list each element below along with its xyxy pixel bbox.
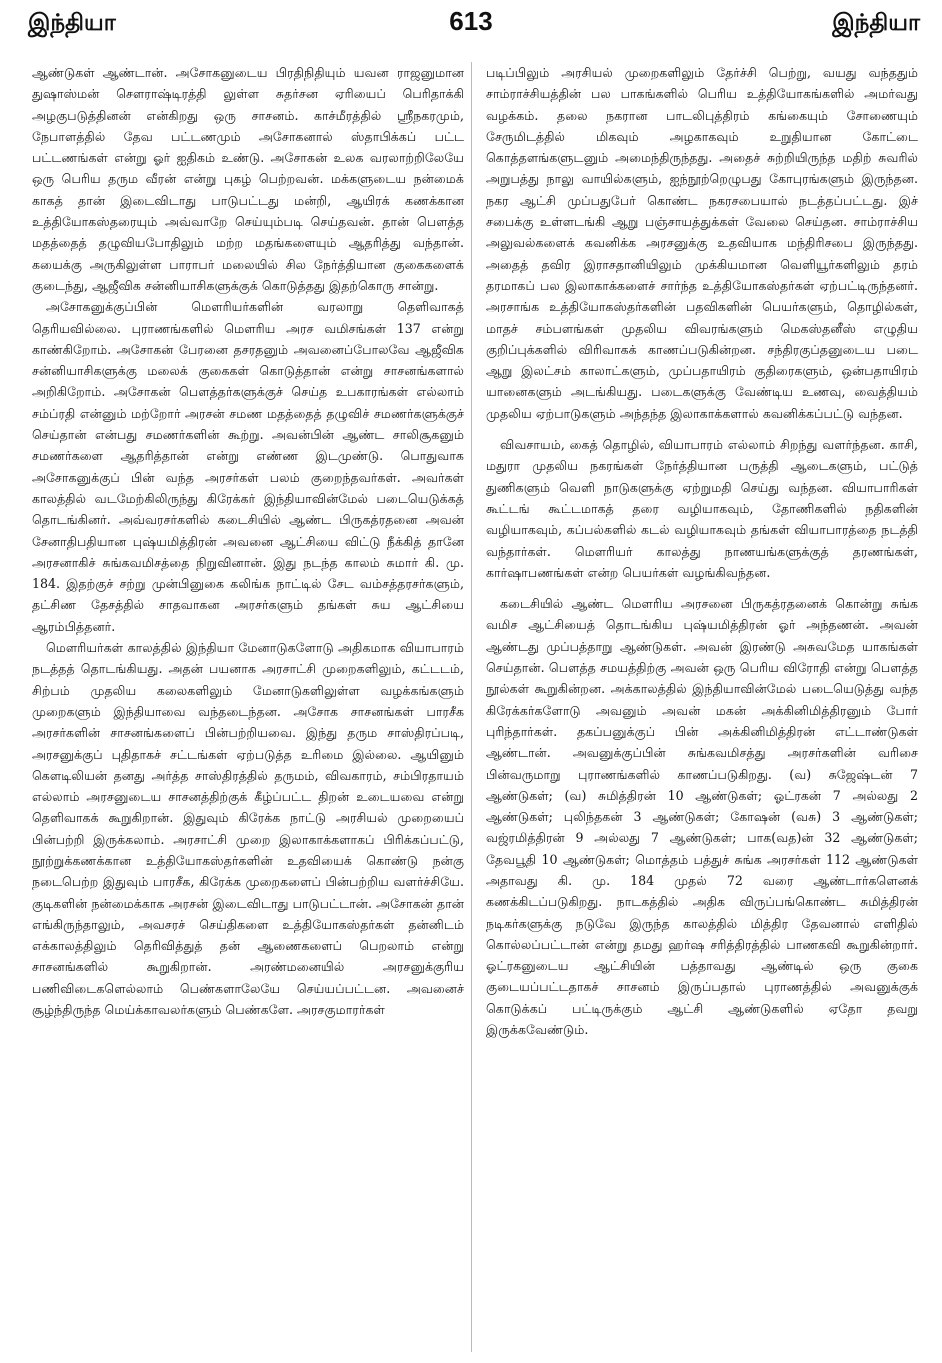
paragraph: விவசாயம், கைத் தொழில், வியாபாரம் எல்லாம் சிறந்து வளர்ந்தன. காசி, மதுரா முதலிய நகரங்கள் நேர்த்தியான பருத்தி ஆடைகளும், பட்டுத் துணிகளும் வெளி நாடுகளுக்கு ஏற்றுமதி செய்து வந்தன. வியாபாரிகள் கூட்டங் கூட்டமாகத் தரை வழியாகவும், தோணிகளில் நதிகளின் வழியாகவும், கப்பல்களில் கடல் வழியாகவும் தங்கள் வியாபாரத்தை நடத்தி வந்தார்கள். மௌரியர் காலத்து நாணயங்களுக்குத் தரணங்கள், கார்ஷாபணங்கள் என்ற பெயர்கள் வழங்கிவந்தன. (486, 437, 918, 580)
right-column (486, 62, 918, 1040)
page-number: 613 (449, 6, 493, 36)
paragraph: படிப்பிலும் அரசியல் முறைகளிலும் தேர்ச்சி பெற்று, வயது வந்ததும் சாம்ராச்சியத்தின் பல பாகங்களில் பெரிய உத்தியோகங்களில் அமர்வது வழக்கம். தலை நகரான பாடலிபுத்திரம் கங்கையும் சோணையும் சேருமிடத்தில் மிகவும் அழகாகவும் உறுதியான கோட்டை கொத்தளங்களுடனும் அமைந்திருந்தது. அதைச் சுற்றியிருந்த மதிற் சுவரில் அறுபத்து நாலு வாயில்களும், ஐந்நூற்றெழுபது கோபுரங்களும் இருந்தன. நகர ஆட்சி முப்பதுபேர் கொண்ட நகரசபையால் நடத்தப்பட்டது. இச் சபைக்கு உள்ளடங்கி ஆறு பஞ்சாயத்துக்கள் வேலை செய்தன. சாம்ராச்சிய அலுவல்களைக் கவனிக்க அரசனுக்கு உதவியாக மந்திரிசபை இருந்தது. அதைத் தவிர இராசதானியிலும் முக்கியமான வெளியூர்களிலும் தரம் தரமாகப் பல இலாகாக்களைச் சார்ந்த உத்தியோகஸ்தர்கள் ஏற்பட்டிருந்தனர். அரசாங்க உத்தியோகஸ்தர்களின் பதவிகளின் பெயர்களும், தொழில்கள், மாதச் சம்பளங்கள் முதலிய விவரங்களும் மெகஸ்தனீஸ் எழுதிய குறிப்புக்களில் விரிவாகக் காணப்படுகின்றன. சந்திரகுப்தனுடைய படை ஆறு இலட்சம் காலாட்களும், முப்பதாயிரம் குதிரைகளும், ஒன்பதாயிரம் யானைகளும் அடங்கியது. படைகளுக்கு வேண்டிய உணவு, வைத்தியம் முதலிய ஏற்பாடுகளும் அந்தந்த இலாகாக்களால் கவனிக்கப்பட்டு வந்தன. (486, 65, 918, 421)
page-header (0, 0, 942, 44)
paragraph: மௌரியர்கள் காலத்தில் இந்தியா மேனாடுகளோடு அதிகமாக வியாபாரம் நடத்தத் தொடங்கியது. அதன் பயனாக அரசாட்சி முறைகளிலும், கட்டடம், சிற்பம் முதலிய கலைகளிலும் மேனாடுகளிலுள்ள வழக்கங்களும் முறைகளும் இந்தியாவை வந்தடைந்தன. அசோக சாசனங்கள் பாரசீக அரசர்களின் சாசனங்களைப் பின்பற்றியவை. இந்து தரும சாஸ்திரப்படி, அரசனுக்குப் புதிதாகச் சட்டங்கள் ஏற்படுத்த உரிமை இல்லை. ஆயினும் கௌடிலியன் தனது அர்த்த சாஸ்திரத்தில் தருமம், விவகாரம், சம்பிரதாயம் எல்லாம் அரசனுடைய சாசனத்திற்குக் கீழ்ப்பட்ட திறன் உடையவை என்று தெளிவாகக் கூறுகிறான். இதுவும் கிரேக்க நாட்டு அரசியல் முறையைப் பின்பற்றி இருக்கலாம். அரசாட்சி முறை இலாகாக்களாகப் பிரிக்கப்பட்டு, நூற்றுக்கணக்கான உத்தியோகஸ்தர்களின் உதவியைக் கொண்டு நன்கு நடைபெற்ற இதுவும் பாரசீக, கிரேக்க முறைகளைப் பின்பற்றிய வளர்ச்சியே. குடிகளின் நன்மைக்காக அரசன் இடைவிடாது பாடுபட்டான். அசோகன் தான் எங்கிருந்தாலும், அவசரச் செய்திகளை உத்தியோகஸ்தர்கள் தன்னிடம் எக்காலத்திலும் தெரிவித்துத் தன் ஆணைகளைப் பெறலாம் என்று சாசனங்களில் கூறுகிறான். அரண்மனையில் அரசனுக்குரிய பணிவிடைகளெல்லாம் பெண்களாலேயே செய்யப்பட்டன. அவனைச் சூழ்ந்திருந்த மெய்க்காவலர்களும் பெண்களே. அரசகுமாரர்கள் (32, 640, 464, 1018)
running-title-left: இந்தியா (28, 10, 116, 36)
paragraph: கடைசியில் ஆண்ட மௌரிய அரசனை பிருகத்ரதனைக் கொன்று சுங்க வமிச ஆட்சியைத் தொடங்கிய புஷ்யமித்திரன் ஓர் அந்தணன். அவன் ஆண்டது முப்பத்தாறு ஆண்டுகள். அவன் இரண்டு அசுவமேத யாகங்கள் செய்தான். பௌத்த சமயத்திற்கு அவன் ஒரு பெரிய விரோதி என்று பௌத்த நூல்கள் கூறுகின்றன. அக்காலத்தில் இந்தியாவின்மேல் படையெடுத்து வந்த கிரேக்கர்களோடு அவனும் அவன் மகன் அக்கினிமித்திரனும் போர் புரிந்தார்கள். தகப்பனுக்குப் பின் அக்கினிமித்திரன் எட்டாண்டுகள் ஆண்டான். அவனுக்குப்பின் சுங்கவமிசத்து அரசர்களின் வரிசை பின்வருமாறு புராணங்களில் காணப்படுகிறது. (வ) சுஜேஷ்டன் 7 ஆண்டுகள்; (வ) சுமித்திரன் 10 ஆண்டுகள்; ஓட்ரகன் 7 அல்லது 2 ஆண்டுகள்; புலிந்தகன் 3 ஆண்டுகள்; கோஷன் (வசு) 3 ஆண்டுகள்; வஜ்ரமித்திரன் 9 அல்லது 7 ஆண்டுகள்; பாக(வத)ன் 32 ஆண்டுகள்; தேவபூதி 10 ஆண்டுகள்; மொத்தம் பத்துச் சுங்க அரசர்கள் 112 ஆண்டுகள் அதாவது கி. மு. 184 முதல் 72 வரை ஆண்டார்களெனக் கணக்கிடப்படுகிறது. நாடகத்தில் அதிக விருப்பங்கொண்ட சுமித்திரன் நடிகர்களுக்கு நடுவே இருந்த காலத்தில் மித்திர தேவனால் எளிதில் கொல்லப்பட்டான் என்று தமது ஹர்ஷ சரித்திரத்தில் பாணகவி கூறுகின்றார். ஓட்ரகனுடைய ஆட்சியின் பத்தாவது ஆண்டில் ஒரு குகை குடையப்பட்டதாகச் சாசனம் இருப்பதால் புராணத்தில் அவனுக்குக் கொடுக்கப் பட்டிருக்கும் ஆட்சி ஆண்டுகளில் ஏதோ தவறு இருக்கவேண்டும். (486, 596, 918, 1038)
column-divider (471, 62, 472, 1352)
left-column (32, 62, 464, 1020)
running-title-right: இந்தியா (832, 10, 920, 36)
paragraph: ஆண்டுகள் ஆண்டான். அசோகனுடைய பிரதிநிதியும் யவன ராஜனுமான துஷாஸ்மன் சௌராஷ்டிரத்தி லுள்ள சுதர்சன ஏரியைப் பெரிதாக்கி அழகுபடுத்தினன் என்கிறது ஒரு சாசனம். காச்மீரத்தில் ஸ்ரீநகரமும், நேபாளத்தில் தேவ பட்டணமும் அசோகனால் ஸ்தாபிக்கப் பட்ட பட்டணங்கள் என்று ஓர் ஐதிகம் உண்டு. அசோகன் உலக வரலாற்றிலேயே ஒரு பெரிய தரும வீரன் என்று புகழ் பெற்றவன். மக்களுடைய நன்மைக் காகத் தான் இடைவிடாது பாடுபட்டது மன்றி, ஆயிரக் கணக்கான உத்தியோகஸ்தரையும் அவ்வாறே செய்யும்படி செய்தவன். தான் பௌத்த மதத்தைத் தழுவியபோதிலும் மற்ற மதங்களையும் ஆதரித்து வந்தான். கயைக்கு அருகிலுள்ள பாராபர் மலையில் சில நேர்த்தியான குகைகளைக் குடைந்து, ஆஜீவிக சன்னியாசிகளுக்குக் கொடுத்தது இதற்கொரு சான்று. (32, 65, 464, 293)
paragraph: அசோகனுக்குப்பின் மௌரியர்களின் வரலாறு தெளிவாகத் தெரியவில்லை. புராணங்களில் மௌரிய அரச வமிசங்கள் 137 என்று காண்கிறோம். அசோகன் பேரனை தசரதனும் அவனைப்போலவே ஆஜீவிக சன்னியாசிகளுக்கு மலைக் குகைகள் கொடுத்தான் என்று சாசனங்களால் அறிகிறோம். அசோகன் பௌத்தர்களுக்குச் செய்த உபகாரங்கள் எல்லாம் சம்ப்ரதி என்னும் மற்றோர் அரசன் சமண மதத்தைத் தழுவிச் சமணர்களுக்குச் செய்தான் என்பது சமணர்களின் கூற்று. அவன்பின் ஆண்ட சாலிசூகனும் சமணர்களை ஆதரித்தான் என்று எண்ண இடமுண்டு. பொதுவாக அசோகனுக்குப் பின் வந்த அரசர்கள் பலம் குறைந்தவர்கள். அவர்கள் காலத்தில் வடமேற்கிலிருந்து கிரேக்கர் இந்தியாவின்மேல் படையெடுக்கத் தொடங்கினர். அவ்வரசர்களில் கடைசியில் ஆண்ட பிருகத்ரதனை அவன் சேனாதிபதியான புஷ்யமித்திரன் அவனை ஆட்சியை விட்டு நீக்கித் தானே அரசனாகிச் சுங்கவமிசத்தை நிறுவினான். இது நடந்த காலம் சுமார் கி. மு. 184. இதற்குச் சற்று முன்பினுகை கலிங்க நாட்டில் சேட வம்சத்தரசர்களும், தட்சிண தேசத்தில் சாதவாகன அரசர்களும் தங்கள் சுய ஆட்சியை ஆரம்பித்தனர். (32, 299, 464, 634)
